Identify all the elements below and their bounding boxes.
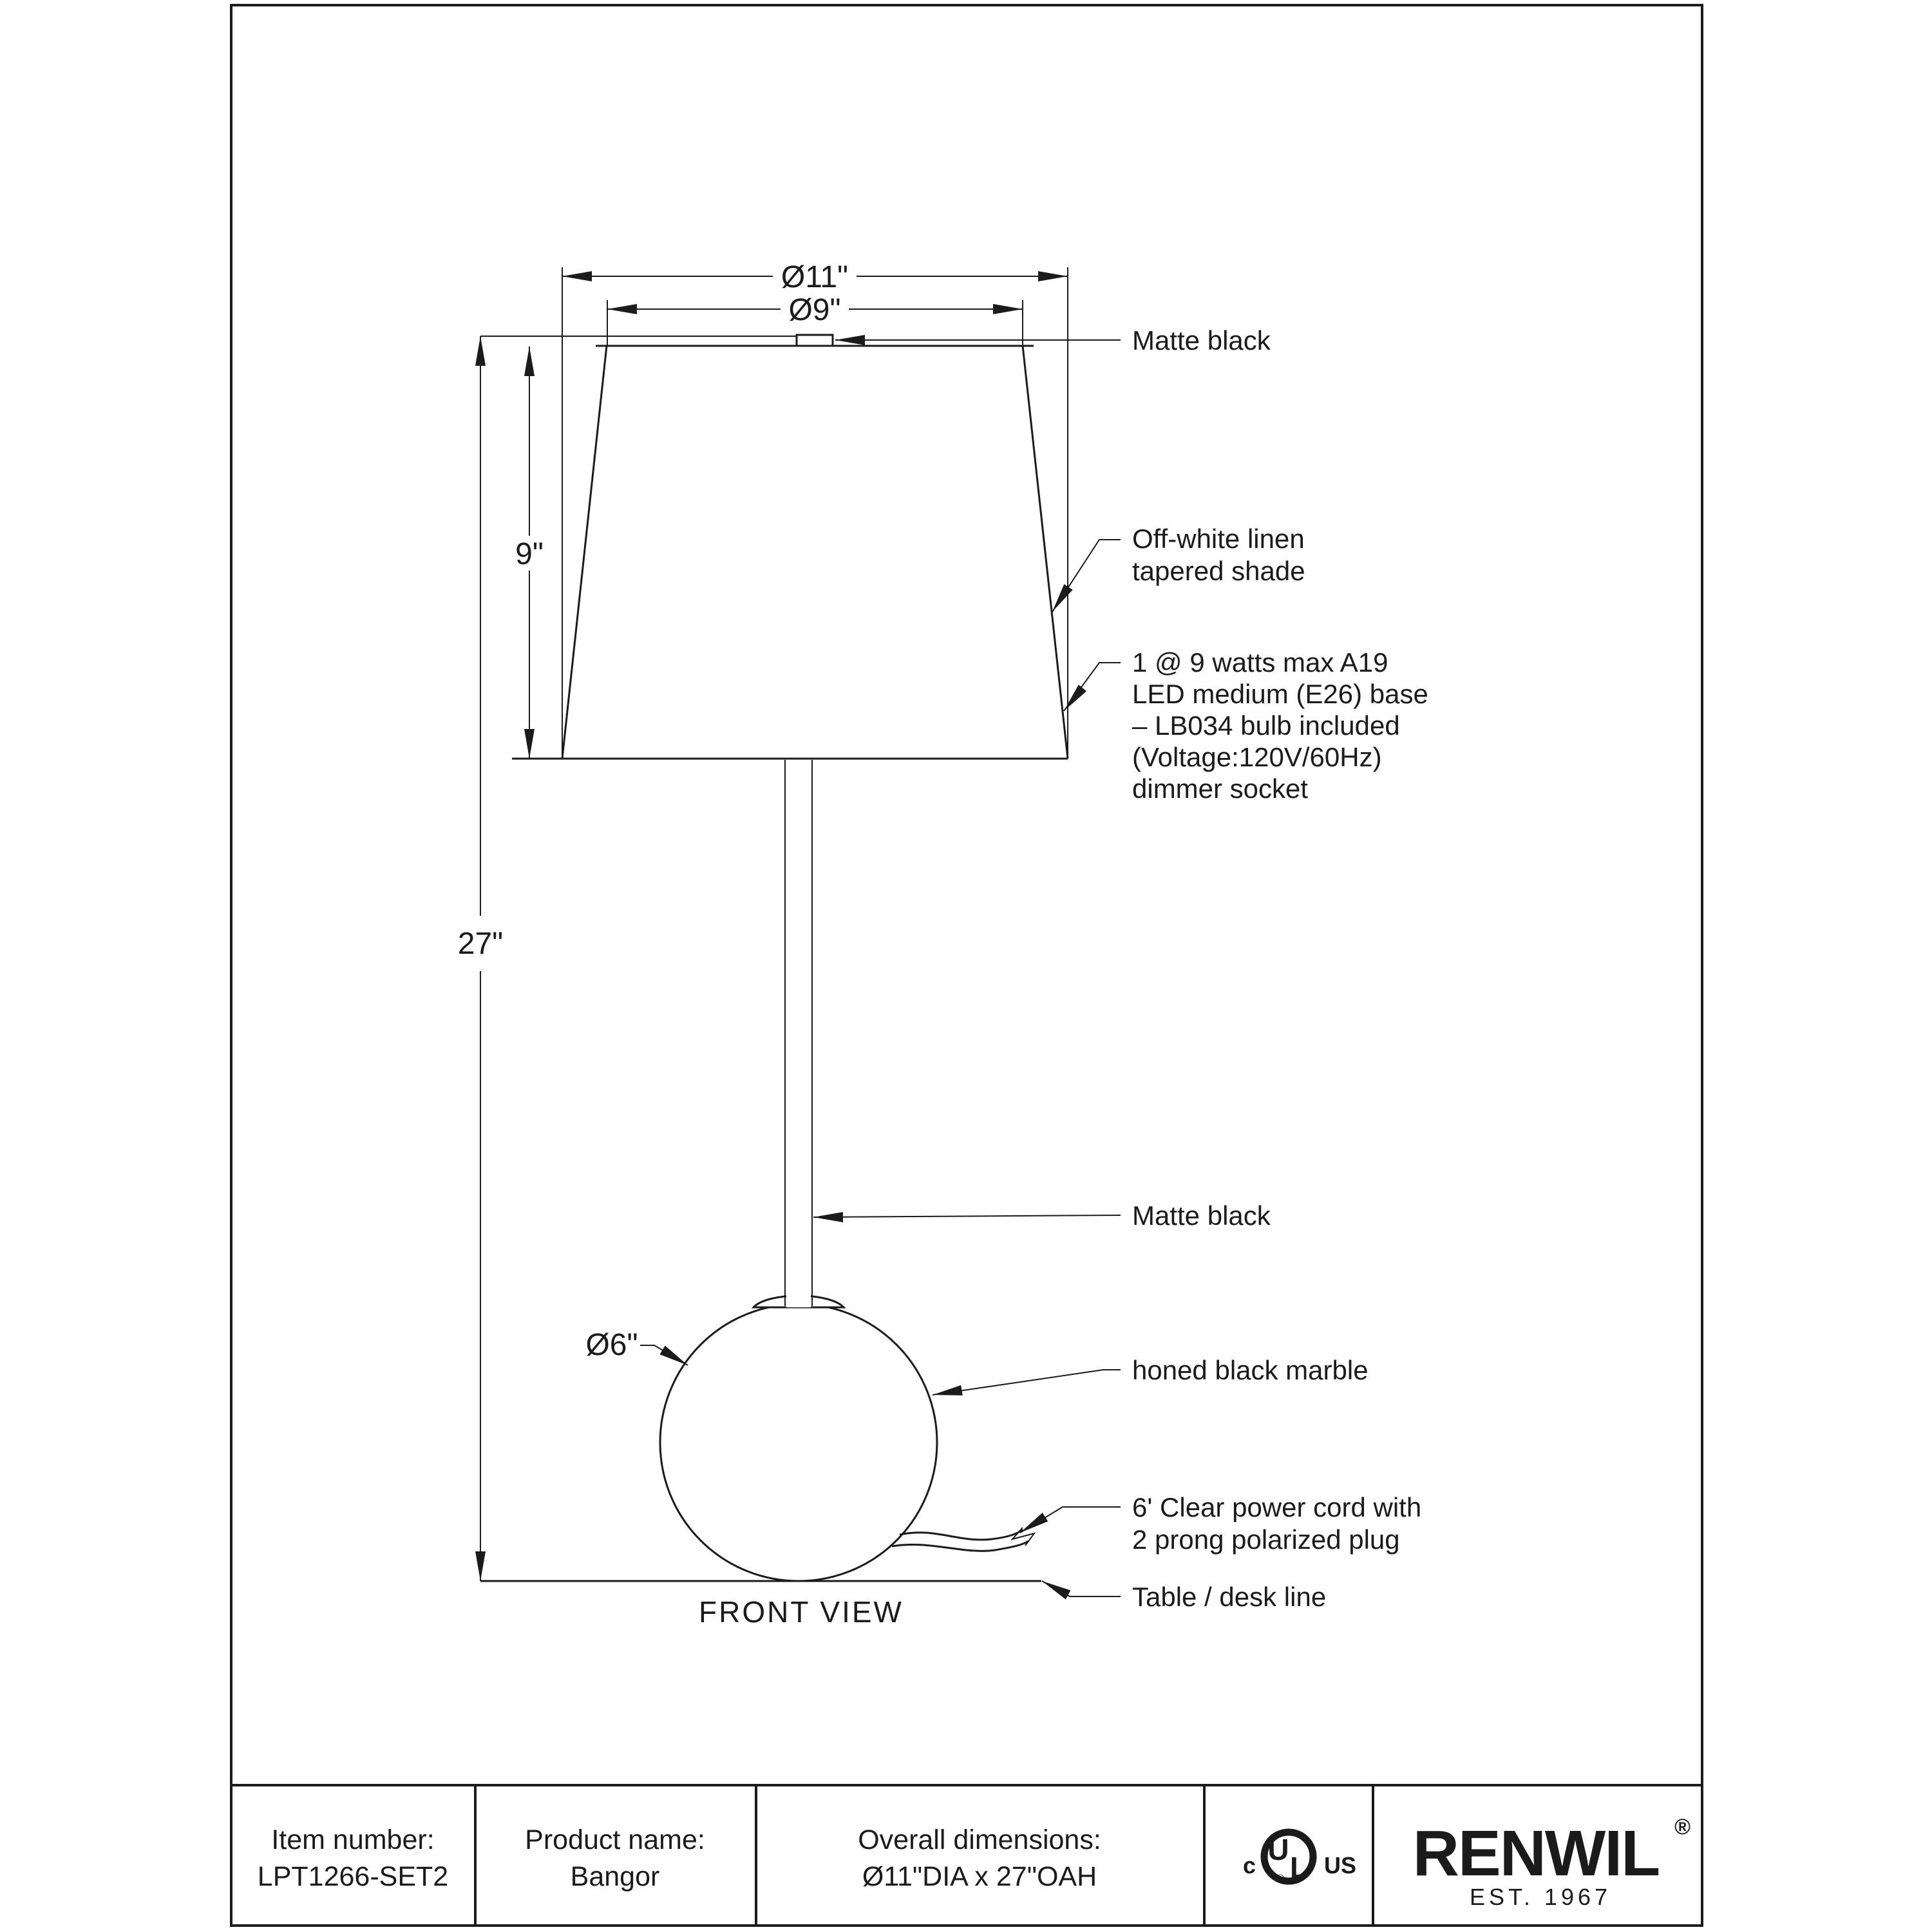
lamp-stem-body	[786, 760, 811, 1307]
callout-stem-finish: Matte black	[1132, 1200, 1271, 1231]
leader-stem	[813, 1215, 1121, 1217]
callout-shade-line1: Off-white linen	[1132, 524, 1305, 554]
dim-arrow-bottom	[475, 1551, 486, 1581]
dimension-shade-height	[515, 346, 544, 759]
callout-cord-line1: 6' Clear power cord with	[1132, 1492, 1422, 1522]
dimension-shade-bottom-diameter	[562, 260, 1068, 294]
callout-finial-finish: Matte black	[1132, 325, 1271, 355]
callout-bulb-line2: LED medium (E26) base	[1132, 679, 1428, 709]
leader-arrow-finial	[835, 335, 865, 345]
brand-name: RENWIL	[1412, 1817, 1660, 1889]
page-border	[231, 5, 1702, 1926]
callout-bulb-line4: (Voltage:120V/60Hz)	[1132, 742, 1382, 772]
lamp-finial	[797, 335, 833, 346]
leader-arrow-bulb	[1060, 685, 1086, 714]
dimension-shade-top-diameter	[607, 293, 1023, 327]
leader-shade	[1052, 540, 1121, 612]
dim-arrow-right	[1038, 271, 1068, 281]
dim-label-shade-bottom-diameter: Ø11"	[781, 260, 849, 294]
dim-label-overall-height: 27"	[457, 927, 504, 961]
dimension-base-diameter	[585, 1328, 690, 1370]
lamp-base-sphere	[660, 1304, 937, 1581]
title-block-cell-overall-dimensions	[858, 1824, 1101, 1892]
callout-bulb-line5: dimmer socket	[1132, 773, 1309, 804]
overall-dimensions-value: Ø11"DIA x 27"OAH	[862, 1861, 1097, 1892]
ul-logo-c: c	[1242, 1852, 1256, 1879]
title-block	[231, 1785, 1702, 1926]
callout-cord-line2: 2 prong polarized plug	[1132, 1524, 1400, 1555]
product-name-value: Bangor	[570, 1861, 660, 1892]
overall-dimensions-label: Overall dimensions:	[858, 1824, 1101, 1855]
dim-arrow-right	[993, 304, 1023, 314]
leader-bulb	[1064, 663, 1121, 711]
brand-logo	[1413, 1815, 1690, 1910]
dim-label-shade-top-diameter: Ø9"	[788, 293, 841, 327]
ul-logo-registered-icon: ®	[1276, 1873, 1284, 1884]
dim-arrow-left	[607, 304, 637, 314]
callout-table-line: Table / desk line	[1132, 1582, 1327, 1612]
front-view-caption: FRONT VIEW	[699, 1595, 904, 1629]
power-cord	[892, 1528, 1034, 1551]
leader-arrow-base	[932, 1385, 963, 1400]
callout-base-material: honed black marble	[1132, 1355, 1368, 1385]
dim-arrow-bottom	[524, 729, 535, 759]
power-cord-bottom-line	[892, 1541, 1028, 1551]
dim-arrow-top	[475, 336, 486, 366]
title-block-cell-product-name	[525, 1824, 705, 1892]
leader-arrow-table-line	[1039, 1577, 1070, 1600]
dim-label-base-diameter: Ø6"	[585, 1328, 638, 1362]
leader-arrow-stem	[813, 1212, 843, 1222]
ul-logo-letter-u: U	[1267, 1833, 1289, 1866]
lamp-shade-body	[562, 346, 1068, 759]
ul-certification-logo	[1243, 1832, 1356, 1884]
power-cord-top-line	[900, 1530, 1023, 1540]
ul-logo-letter-l: L	[1289, 1851, 1309, 1884]
lamp-drawing	[480, 335, 1068, 1581]
callout-bulb-line1: 1 @ 9 watts max A19	[1132, 647, 1388, 677]
product-name-label: Product name:	[525, 1824, 705, 1855]
item-number-label: Item number:	[271, 1824, 435, 1855]
title-block-cell-item-number	[258, 1824, 448, 1892]
dim-arrow-top	[524, 346, 535, 376]
brand-established: EST. 1967	[1469, 1884, 1612, 1910]
callout-shade-line2: tapered shade	[1132, 556, 1305, 586]
dim-label-shade-height: 9"	[515, 537, 544, 571]
brand-registered-icon: ®	[1674, 1815, 1691, 1839]
ul-logo-us: US	[1323, 1852, 1357, 1879]
callout-bulb-line3: – LB034 bulb included	[1132, 710, 1400, 741]
dim-arrow-left	[562, 271, 592, 281]
dimension-overall-height	[458, 336, 503, 1581]
item-number-value: LPT1266-SET2	[257, 1861, 449, 1892]
